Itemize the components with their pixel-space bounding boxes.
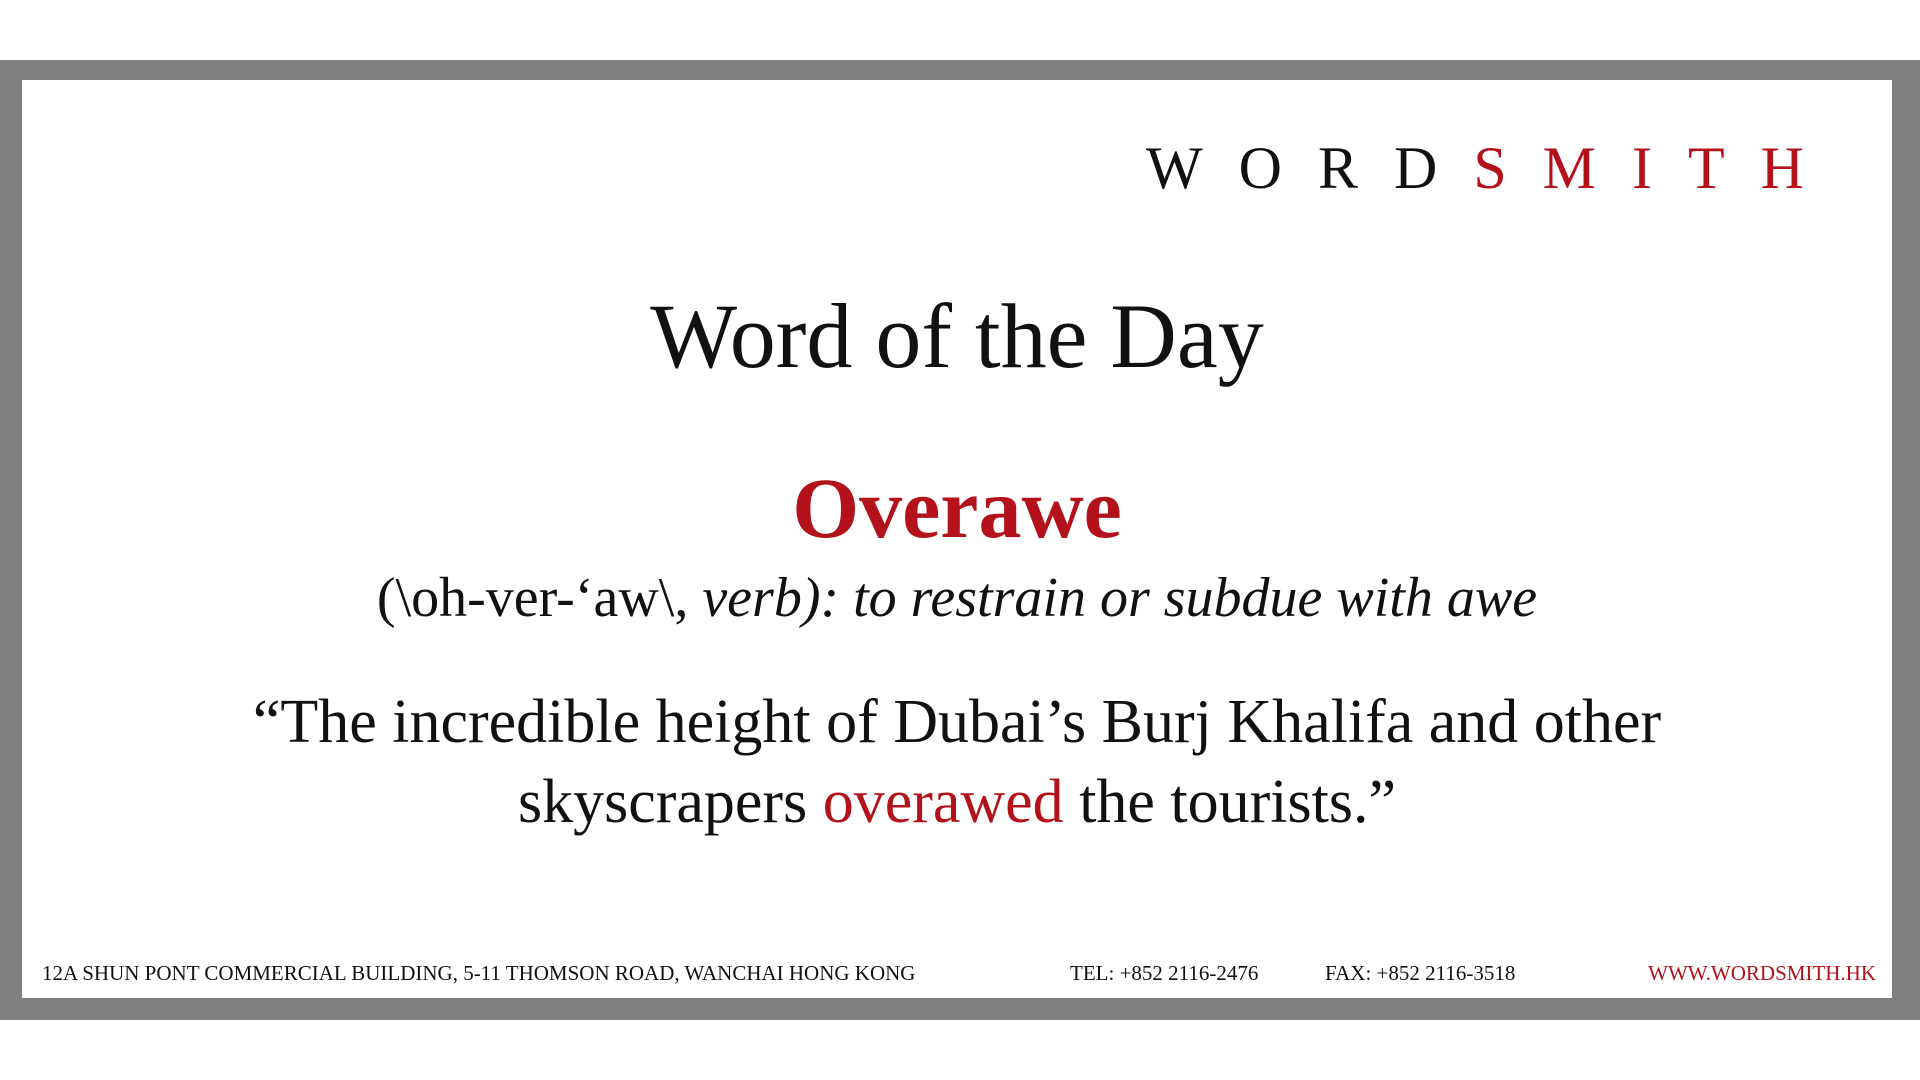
example-sentence (22, 682, 1892, 842)
page-title: Word of the Day (650, 285, 1264, 387)
slide-card (22, 80, 1892, 998)
example-line-2-end: the tourists.” (1063, 768, 1397, 836)
pronunciation: (\oh-ver-‘aw\, (376, 567, 703, 629)
footer-address: 12A SHUN PONT COMMERCIAL BUILDING, 5-11 THOMSON ROAD, WANCHAI HONG KONG (42, 961, 916, 985)
featured-word: Overawe (792, 460, 1122, 556)
example-line-1: “The incredible height of Dubai’s Burj Khalifa and other (252, 688, 1662, 756)
footer-tel: TEL: +852 2116-2476 (1070, 961, 1259, 985)
part-of-speech: verb (702, 567, 802, 629)
footer-website-link[interactable]: WWW.WORDSMITH.HK (1648, 961, 1876, 985)
slide-frame (0, 60, 1920, 1020)
footer-fax: FAX: +852 2116-3518 (1325, 961, 1516, 985)
example-line-2 (22, 762, 1892, 842)
pronunciation-definition (22, 567, 1892, 629)
wordsmith-logo (1146, 135, 1840, 201)
example-line-2-start: skyscrapers (517, 768, 823, 836)
example-highlight: overawed (822, 768, 1064, 836)
logo-smith: SMITH (1473, 135, 1840, 201)
logo-word: WORD (1146, 135, 1474, 201)
definition: ): to restrain or subdue with awe (801, 567, 1538, 629)
